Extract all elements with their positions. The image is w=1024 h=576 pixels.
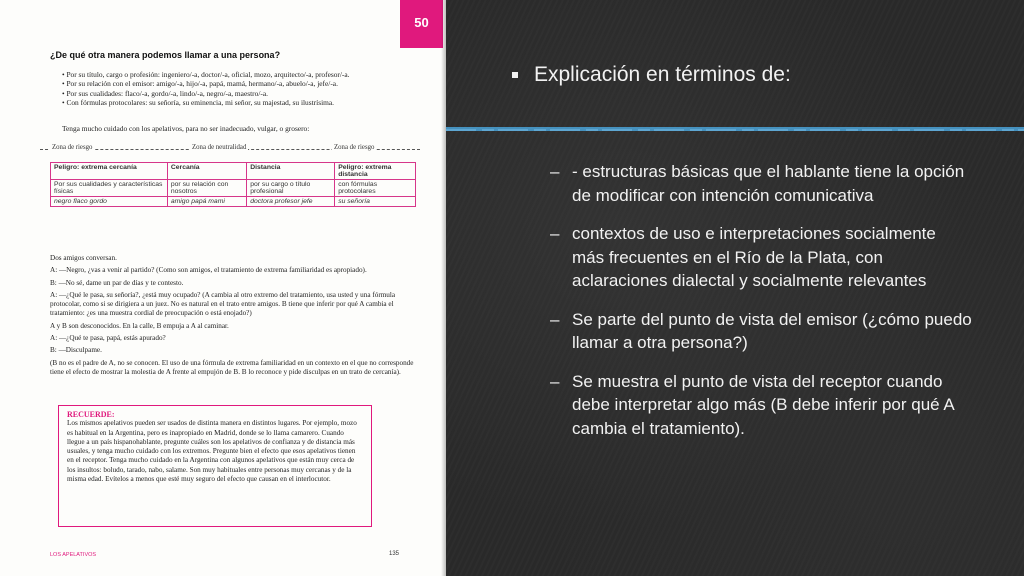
table-cell: negro flaco gordo	[51, 197, 168, 207]
list-item: • Por sus cualidades: flaco/-a, gordo/-a, lindo/-a, negro/-a, maestro/-a.	[62, 89, 402, 98]
table-cell: con fórmulas protocolares	[335, 180, 416, 197]
list-item: • Por su título, cargo o profesión: ingeniero/-a, doctor/-a, oficial, mozo, arquitecto/-a, profesor/-a.	[62, 70, 402, 79]
table-header: Peligro: extrema distancia	[335, 163, 416, 180]
table-header: Peligro: extrema cercanía	[51, 163, 168, 180]
dialogue-line: B: —No sé, dame un par de días y te contesto.	[50, 278, 184, 287]
table-cell: su señoría	[335, 197, 416, 207]
dash-bullet-icon: –	[550, 371, 560, 391]
list-item	[550, 160, 972, 207]
footer-page-number: 135	[389, 551, 400, 557]
list-item-text: Se parte del punto de vista del emisor (¿cómo puedo llamar a otra persona?)	[572, 309, 972, 352]
table-cell: por su relación con nosotros	[167, 180, 246, 197]
footer-chapter: LOS APELATIVOS	[50, 552, 97, 558]
recuerde-text: Los mismos apelativos pueden ser usados de distinta manera en distintos lugares. Por ejemplo, mozo es habitual en la Argentina, pero es inapropiado en Madrid, donde se lo llama camarero. Cuando llegue a un país hispanohablante, pregunte cuáles son los apelativos de confianza y de distancia más usuales, y tenga mucho cuidado con los extremos. Pregunte bien el efecto que esos apelativos tienen en el receptor. Tenga mucho cuidado en la Argentina con algunos apelativos que están muy cerca de los insultos: boludo, tarado, nabo, salame. Son muy habituales entre personas muy cercanas y de la misma edad. Evítelos a menos que esté muy seguro del efecto que causan en el interlocutor.	[67, 419, 357, 484]
list-item-text: Se muestra el punto de vista del receptor cuando debe interpretar algo más (B debe inferir por qué A cambia el tratamiento).	[572, 371, 954, 438]
chalk-stroke-icon	[446, 124, 1024, 134]
table-cell: Por sus cualidades y características físicas	[51, 180, 168, 197]
zone-label: Zona de riesgo	[334, 144, 375, 151]
list-item: • Por su relación con el emisor: amigo/-a, hijo/-a, papá, mamá, hermano/-a, abuelo/-a, jefe/-a.	[62, 79, 402, 88]
dialogue-line: A: —Negro, ¿vas a venir al partido? (Como son amigos, el tratamiento de extrema familiaridad es apropiado).	[50, 266, 367, 275]
divider-rule	[446, 124, 1024, 134]
dash-bullet-icon: –	[550, 309, 560, 329]
list-item: • Con fórmulas protocolares: su señoría, su eminencia, mi señor, su majestad, su ilustrísima.	[62, 98, 402, 107]
table-row	[51, 163, 416, 180]
list-item	[550, 308, 972, 355]
list-item	[550, 370, 972, 441]
dialogue-line: B: —Disculpame.	[50, 346, 102, 355]
slide-heading-text: Explicación en términos de:	[534, 63, 791, 86]
table-cell: amigo papá mami	[167, 197, 246, 207]
list-item	[550, 222, 972, 293]
explanation-list	[550, 160, 972, 455]
table-row	[51, 197, 416, 207]
zone-label: Zona de neutralidad	[192, 144, 247, 151]
zone-label: Zona de riesgo	[52, 144, 93, 151]
dash-bullet-icon: –	[550, 224, 560, 243]
scanned-page	[0, 0, 446, 576]
page-number-badge: 50	[400, 0, 443, 48]
appellative-table	[50, 162, 416, 207]
dialogue-line: A: —¿Qué le pasa, su señoría?, ¿está muy ocupado? (A cambia al otro extremo del tratamiento, usa usted y una fórmula protocolar, como si se dirigiera a un juez. No es natural en el trato entre amigos. B tiene que inferir por qué A cambia el tratamiento: ¿es una muestra cordial de preocupación o está enojado?)	[50, 290, 396, 318]
dialogue-line: A: —¿Qué te pasa, papá, estás apurado?	[50, 334, 166, 343]
recuerde-title: RECUERDE:	[67, 410, 115, 419]
square-bullet-icon	[512, 72, 518, 78]
list-item-text: contextos de uso e interpretaciones socialmente más frecuentes en el Río de la Plata, con aclaraciones dialectal y socialmente relevantes	[572, 224, 936, 290]
warning-text: Tenga mucho cuidado con los apelativos, para no ser inadecuado, vulgar, o grosero:	[62, 124, 310, 133]
dialogue-line: Dos amigos conversan.	[50, 254, 117, 262]
slide-panel	[446, 0, 1024, 576]
table-cell: por su cargo o título profesional	[247, 180, 335, 197]
dialogue-line: A y B son desconocidos. En la calle, B empuja a A al caminar.	[50, 321, 229, 330]
table-row	[51, 180, 416, 197]
table-header: Distancia	[247, 163, 335, 180]
zone-scale	[40, 144, 420, 154]
dash-bullet-icon: –	[550, 162, 560, 181]
dialogue-line: (B no es el padre de A, no se conocen. El uso de una fórmula de extrema familiaridad en un contexto en el que no corresponde tiene el efecto de mostrar la molestia de A frente al empujón de B. B lo reconoce y pide disculpas en un trato de cercanía).	[50, 358, 414, 376]
dialogue-examples	[50, 254, 420, 380]
section-question: ¿De qué otra manera podemos llamar a una persona?	[50, 50, 281, 60]
recuerde-box	[58, 405, 372, 527]
table-cell: doctora profesor jefe	[247, 197, 335, 207]
bullet-list	[62, 70, 402, 108]
table-header: Cercanía	[167, 163, 246, 180]
slide-heading	[534, 63, 791, 87]
list-item-text: - estructuras básicas que el hablante tiene la opción de modificar con intención comunicativa	[572, 162, 965, 205]
